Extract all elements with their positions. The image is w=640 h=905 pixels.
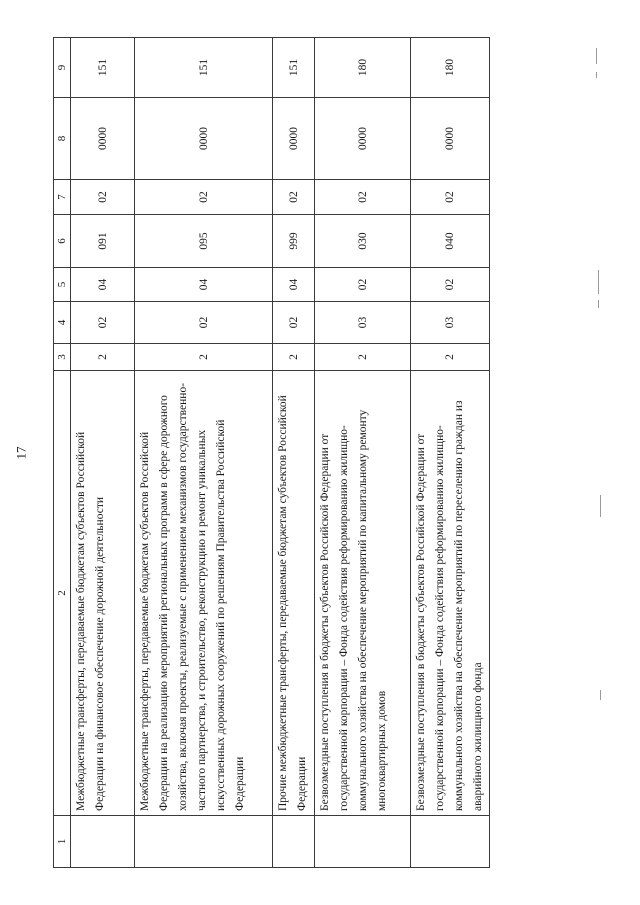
column-header: 1 bbox=[54, 816, 71, 868]
code-cell: 999 bbox=[273, 215, 315, 268]
code-cell: 151 bbox=[273, 38, 315, 98]
table-row bbox=[135, 38, 273, 868]
code-cell: 180 bbox=[315, 38, 411, 98]
code-cell: 02 bbox=[135, 302, 273, 344]
code-cell: 040 bbox=[411, 215, 490, 268]
code-cell: 04 bbox=[71, 268, 135, 302]
scan-mark bbox=[600, 495, 601, 517]
code-cell: 030 bbox=[315, 215, 411, 268]
code-cell: 2 bbox=[273, 344, 315, 371]
code-cell: 02 bbox=[411, 180, 490, 215]
column-header: 7 bbox=[54, 180, 71, 215]
code-cell: 151 bbox=[135, 38, 273, 98]
column-header: 9 bbox=[54, 38, 71, 98]
code-cell: 02 bbox=[71, 302, 135, 344]
row-name-cell: Безвозмездные поступления в бюджеты субъектов Российской Федерации от государственной корпорации – Фонда содействия реформированию жилищно-коммунального хозяйства на обеспечение мероприятий по переселению граждан из аварийного жилищного фонда bbox=[411, 371, 490, 816]
row-name-cell: Межбюджетные трансферты, передаваемые бюджетам субъектов Российской Федерации на реализацию мероприятий региональных программ в сфере дорожного хозяйства, включая проекты, реализуемые с применением механизмов государственно-частного партнерства, и строительство, реконструкцию и ремонт уникальных искусственных дорожных сооружений по решениям Правительства Российской Федерации bbox=[135, 371, 273, 816]
code-cell: 095 bbox=[135, 215, 273, 268]
code-cell: 180 bbox=[411, 38, 490, 98]
row-name-cell: Прочие межбюджетные трансферты, передаваемые бюджетам субъектов Российской Федерации bbox=[273, 371, 315, 816]
code-cell: 2 bbox=[315, 344, 411, 371]
scan-mark bbox=[598, 270, 599, 294]
code-cell: 02 bbox=[315, 180, 411, 215]
scan-mark bbox=[598, 300, 599, 308]
scan-mark bbox=[596, 72, 597, 78]
table-row bbox=[273, 38, 315, 868]
code-cell: 02 bbox=[315, 268, 411, 302]
code-cell: 2 bbox=[411, 344, 490, 371]
column-header: 5 bbox=[54, 268, 71, 302]
code-cell: 02 bbox=[135, 180, 273, 215]
code-cell: 02 bbox=[411, 268, 490, 302]
code-cell: 0000 bbox=[273, 98, 315, 180]
code-cell: 0000 bbox=[315, 98, 411, 180]
code-cell: 091 bbox=[71, 215, 135, 268]
code-cell: 04 bbox=[273, 268, 315, 302]
rotated-table-wrapper bbox=[53, 38, 484, 868]
code-cell: 02 bbox=[71, 180, 135, 215]
code-cell: 02 bbox=[273, 302, 315, 344]
row-index-cell bbox=[315, 816, 411, 868]
column-header: 6 bbox=[54, 215, 71, 268]
code-cell: 03 bbox=[411, 302, 490, 344]
budget-classification-table bbox=[53, 37, 490, 868]
column-header: 4 bbox=[54, 302, 71, 344]
row-name-cell: Межбюджетные трансферты, передаваемые бюджетам субъектов Российской Федерации на финансовое обеспечение дорожной деятельности bbox=[71, 371, 135, 816]
table-row bbox=[411, 38, 490, 868]
page-number: 17 bbox=[13, 446, 29, 460]
row-index-cell bbox=[71, 816, 135, 868]
scan-mark bbox=[600, 690, 601, 700]
code-cell: 2 bbox=[135, 344, 273, 371]
row-index-cell bbox=[273, 816, 315, 868]
row-index-cell bbox=[135, 816, 273, 868]
code-cell: 151 bbox=[71, 38, 135, 98]
code-cell: 02 bbox=[273, 180, 315, 215]
scan-mark bbox=[596, 48, 597, 64]
code-cell: 04 bbox=[135, 268, 273, 302]
code-cell: 03 bbox=[315, 302, 411, 344]
row-name-cell: Безвозмездные поступления в бюджеты субъектов Российской Федерации от государственной корпорации – Фонда содействия реформированию жилищно-коммунального хозяйства на обеспечение мероприятий по капитальному ремонту многоквартирных домов bbox=[315, 371, 411, 816]
column-header: 2 bbox=[54, 371, 71, 816]
column-header: 3 bbox=[54, 344, 71, 371]
code-cell: 2 bbox=[71, 344, 135, 371]
column-header: 8 bbox=[54, 98, 71, 180]
row-index-cell bbox=[411, 816, 490, 868]
code-cell: 0000 bbox=[411, 98, 490, 180]
table-header-row bbox=[54, 38, 71, 868]
table-row bbox=[315, 38, 411, 868]
table-row bbox=[71, 38, 135, 868]
code-cell: 0000 bbox=[135, 98, 273, 180]
code-cell: 0000 bbox=[71, 98, 135, 180]
